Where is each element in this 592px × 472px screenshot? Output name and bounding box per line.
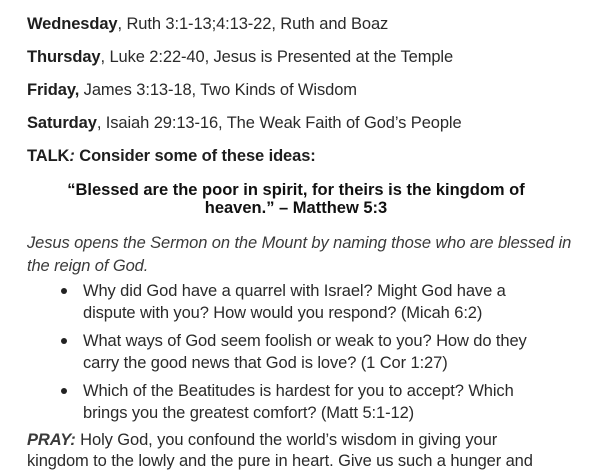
talk-heading — [27, 145, 316, 167]
intro-line-2: the reign of God. — [27, 257, 149, 275]
reading-text: Ruth 3:1-13;4:13-22, Ruth and Boaz — [126, 15, 389, 33]
question-line-1: Why did God have a quarrel with Israel? Might God have a — [83, 282, 506, 300]
day-label: Wednesday — [27, 15, 118, 33]
question-line-1: What ways of God seem foolish or weak to you? How do they — [83, 332, 527, 350]
reading-wednesday — [27, 13, 388, 35]
bullet-icon — [61, 338, 67, 344]
question-line-2: dispute with you? How would you respond? (Micah 6:2) — [83, 304, 483, 322]
reading-friday — [27, 79, 357, 101]
separator: , — [96, 114, 106, 132]
reading-thursday — [27, 46, 453, 68]
separator: , — [117, 15, 127, 33]
talk-colon: : — [69, 147, 75, 165]
question-line-1: Which of the Beatitudes is hardest for you to accept? Which — [83, 382, 514, 400]
pray-label: PRAY: — [27, 431, 76, 449]
talk-label: TALK — [27, 147, 70, 165]
pray-line-1 — [27, 429, 497, 451]
scripture-quote-line-1: “Blessed are the poor in spirit, for theirs is the kingdom of — [67, 181, 525, 199]
reading-text: James 3:13-18, Two Kinds of Wisdom — [83, 81, 357, 99]
day-label: Friday, — [27, 81, 80, 99]
question-line-2: brings you the greatest comfort? (Matt 5:1-12) — [83, 404, 415, 422]
day-label: Saturday — [27, 114, 97, 132]
pray-text: Holy God, you confound the world’s wisdom in giving your — [75, 431, 498, 449]
reading-text: Luke 2:22-40, Jesus is Presented at the Temple — [109, 48, 454, 66]
bullet-icon — [61, 388, 67, 394]
scripture-quote-line-2: heaven.” – Matthew 5:3 — [204, 199, 388, 217]
reading-saturday — [27, 112, 462, 134]
day-label: Thursday — [27, 48, 101, 66]
reading-text: Isaiah 29:13-16, The Weak Faith of God’s People — [105, 114, 462, 132]
intro-line-1: Jesus opens the Sermon on the Mount by naming those who are blessed in — [27, 234, 572, 252]
talk-text: Consider some of these ideas: — [74, 147, 316, 165]
bullet-icon — [61, 288, 67, 294]
question-line-2: carry the good news that God is love? (1 Cor 1:27) — [83, 354, 448, 372]
separator: , — [100, 48, 110, 66]
pray-line-2: kingdom to the lowly and the pure in heart. Give us such a hunger and — [27, 452, 533, 470]
